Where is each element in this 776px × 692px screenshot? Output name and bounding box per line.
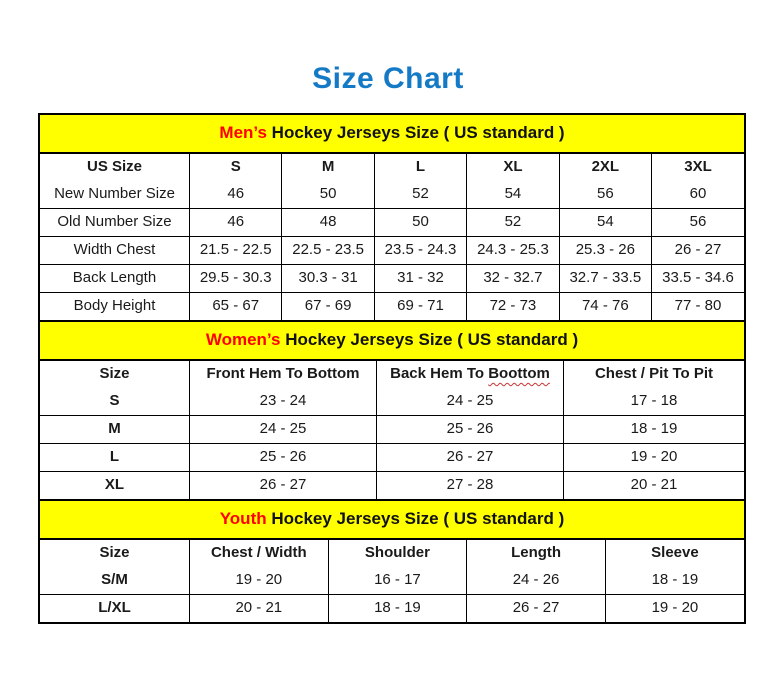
table-cell: 23.5 - 24.3 xyxy=(374,237,466,265)
table-cell: 54 xyxy=(467,181,559,209)
table-cell: 24 - 25 xyxy=(190,416,377,444)
column-header: Size xyxy=(40,361,190,388)
table-row xyxy=(40,181,744,209)
row-label: Back Length xyxy=(40,265,190,293)
table-cell: 67 - 69 xyxy=(282,293,374,321)
column-header: Shoulder xyxy=(328,540,467,567)
table-cell: 19 - 20 xyxy=(605,595,744,623)
table-cell: 22.5 - 23.5 xyxy=(282,237,374,265)
section-header-youth xyxy=(40,499,744,540)
youth-size-table xyxy=(40,540,744,622)
column-header: Front Hem To Bottom xyxy=(190,361,377,388)
table-cell: 26 - 27 xyxy=(467,595,606,623)
table-row xyxy=(40,237,744,265)
table-cell: 50 xyxy=(282,181,374,209)
table-row xyxy=(40,388,744,416)
table-cell: 72 - 73 xyxy=(467,293,559,321)
table-cell: 24 - 26 xyxy=(467,567,606,595)
table-row xyxy=(40,567,744,595)
table-cell: 27 - 28 xyxy=(377,472,564,500)
table-cell: 24 - 25 xyxy=(377,388,564,416)
table-cell: 46 xyxy=(190,181,282,209)
table-row xyxy=(40,209,744,237)
table-row xyxy=(40,595,744,623)
section-title-rest: Hockey Jerseys Size ( US standard ) xyxy=(266,509,565,528)
header-row xyxy=(40,154,744,181)
table-cell: 56 xyxy=(559,181,651,209)
row-label: M xyxy=(40,416,190,444)
row-label: XL xyxy=(40,472,190,500)
table-cell: 26 - 27 xyxy=(377,444,564,472)
table-cell: 69 - 71 xyxy=(374,293,466,321)
column-header: Sleeve xyxy=(605,540,744,567)
row-label: Width Chest xyxy=(40,237,190,265)
size-chart xyxy=(38,113,746,624)
table-row xyxy=(40,293,744,321)
table-cell: 74 - 76 xyxy=(559,293,651,321)
table-cell: 18 - 19 xyxy=(564,416,745,444)
section-header-womens xyxy=(40,320,744,361)
row-label: S xyxy=(40,388,190,416)
column-header: S xyxy=(190,154,282,181)
table-cell: 26 - 27 xyxy=(652,237,744,265)
row-label: S/M xyxy=(40,567,190,595)
table-cell: 18 - 19 xyxy=(605,567,744,595)
column-header xyxy=(377,361,564,388)
mens-size-table xyxy=(40,154,744,320)
header-row xyxy=(40,361,744,388)
page-title: Size Chart xyxy=(312,62,464,95)
section-title-rest: Hockey Jerseys Size ( US standard ) xyxy=(280,330,579,349)
table-cell: 52 xyxy=(374,181,466,209)
table-cell: 21.5 - 22.5 xyxy=(190,237,282,265)
table-cell: 48 xyxy=(282,209,374,237)
column-header: Size xyxy=(40,540,190,567)
table-cell: 19 - 20 xyxy=(190,567,329,595)
column-header: M xyxy=(282,154,374,181)
column-header: XL xyxy=(467,154,559,181)
table-row xyxy=(40,265,744,293)
table-cell: 54 xyxy=(559,209,651,237)
table-cell: 32.7 - 33.5 xyxy=(559,265,651,293)
table-cell: 56 xyxy=(652,209,744,237)
table-cell: 23 - 24 xyxy=(190,388,377,416)
section-title-rest: Hockey Jerseys Size ( US standard ) xyxy=(266,123,565,142)
table-cell: 20 - 21 xyxy=(190,595,329,623)
column-header: Length xyxy=(467,540,606,567)
column-header: 3XL xyxy=(652,154,744,181)
table-cell: 25 - 26 xyxy=(190,444,377,472)
table-cell: 26 - 27 xyxy=(190,472,377,500)
table-cell: 29.5 - 30.3 xyxy=(190,265,282,293)
section-name-youth: Youth xyxy=(219,509,267,528)
section-header-mens xyxy=(40,115,744,154)
table-cell: 60 xyxy=(652,181,744,209)
row-label: Body Height xyxy=(40,293,190,321)
womens-size-table xyxy=(40,361,744,499)
table-cell: 30.3 - 31 xyxy=(282,265,374,293)
section-name-womens: Women’s xyxy=(205,330,281,349)
table-cell: 65 - 67 xyxy=(190,293,282,321)
table-cell: 31 - 32 xyxy=(374,265,466,293)
section-name-mens: Men’s xyxy=(219,123,267,142)
row-label: New Number Size xyxy=(40,181,190,209)
table-cell: 19 - 20 xyxy=(564,444,745,472)
column-header: 2XL xyxy=(559,154,651,181)
row-label: L xyxy=(40,444,190,472)
column-header: US Size xyxy=(40,154,190,181)
table-row xyxy=(40,472,744,500)
table-cell: 24.3 - 25.3 xyxy=(467,237,559,265)
table-cell: 17 - 18 xyxy=(564,388,745,416)
table-cell: 77 - 80 xyxy=(652,293,744,321)
row-label: Old Number Size xyxy=(40,209,190,237)
table-cell: 16 - 17 xyxy=(328,567,467,595)
table-row xyxy=(40,416,744,444)
table-cell: 20 - 21 xyxy=(564,472,745,500)
column-header: Chest / Pit To Pit xyxy=(564,361,745,388)
table-cell: 50 xyxy=(374,209,466,237)
header-row xyxy=(40,540,744,567)
column-header-text: Back Hem To xyxy=(390,365,489,382)
table-cell: 46 xyxy=(190,209,282,237)
column-header: Chest / Width xyxy=(190,540,329,567)
table-cell: 52 xyxy=(467,209,559,237)
row-label: L/XL xyxy=(40,595,190,623)
column-header: L xyxy=(374,154,466,181)
table-row xyxy=(40,444,744,472)
table-cell: 18 - 19 xyxy=(328,595,467,623)
table-cell: 25 - 26 xyxy=(377,416,564,444)
table-cell: 25.3 - 26 xyxy=(559,237,651,265)
misspelled-word: Boottom xyxy=(488,365,550,382)
table-cell: 33.5 - 34.6 xyxy=(652,265,744,293)
table-cell: 32 - 32.7 xyxy=(467,265,559,293)
